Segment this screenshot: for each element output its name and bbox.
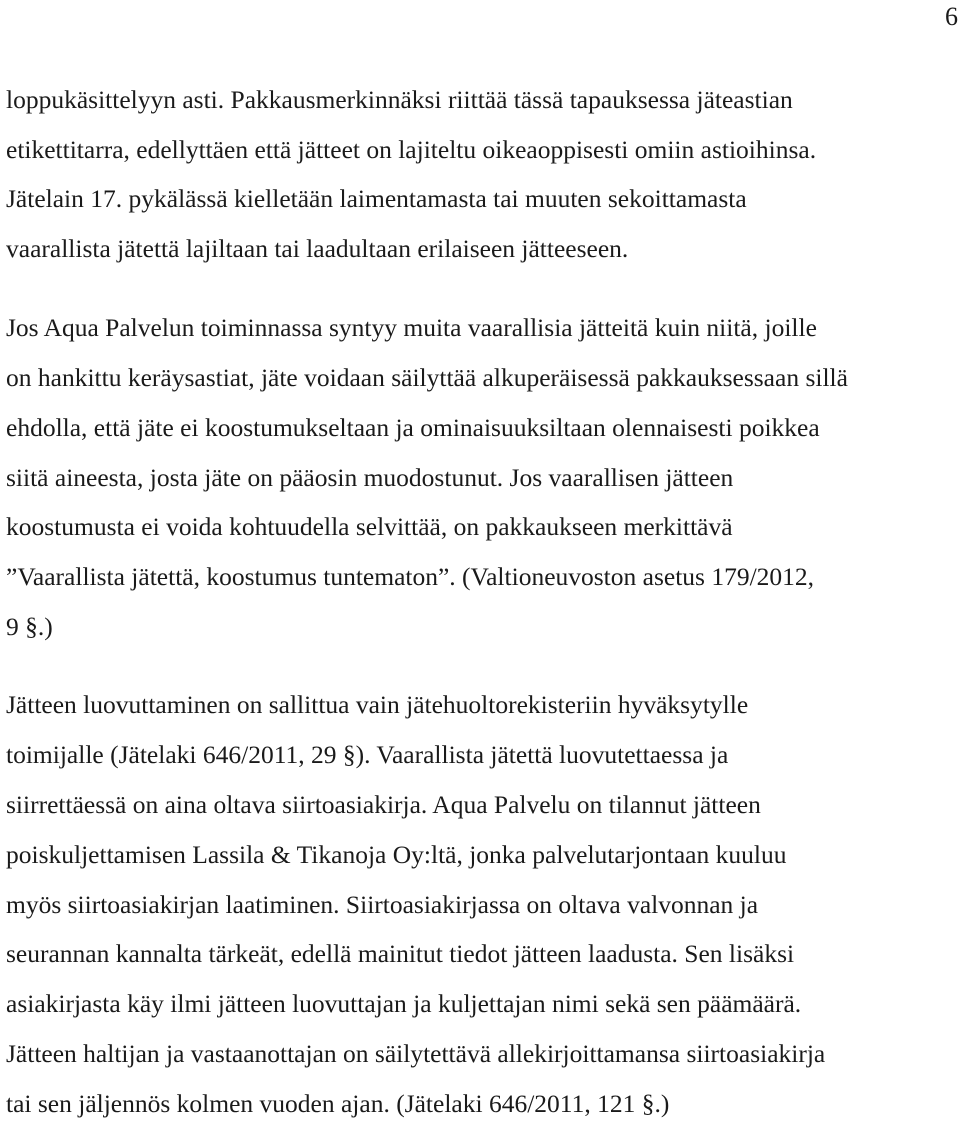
- text-line: toimijalle (Jätelaki 646/2011, 29 §). Vaarallista jätettä luovutettaessa ja: [6, 740, 729, 769]
- text-line: myös siirtoasiakirjan laatiminen. Siirtoasiakirjassa on oltava valvonnan ja: [6, 890, 759, 919]
- text-line: 9 §.): [6, 612, 53, 641]
- text-line: siirrettäessä on aina oltava siirtoasiakirja. Aqua Palvelu on tilannut jätteen: [6, 790, 761, 819]
- text-line: Jos Aqua Palvelun toiminnassa syntyy muita vaarallisia jätteitä kuin niitä, joille: [6, 313, 817, 342]
- text-line: Jätelain 17. pykälässä kielletään laimentamasta tai muuten sekoittamasta: [6, 184, 747, 213]
- text-line: koostumusta ei voida kohtuudella selvittää, on pakkaukseen merkittävä: [6, 512, 733, 541]
- text-line: ehdolla, että jäte ei koostumukseltaan ja ominaisuuksiltaan olennaisesti poikkea: [6, 413, 820, 442]
- text-line: etikettitarra, edellyttäen että jätteet on lajiteltu oikeaoppisesti omiin astioihinsa.: [6, 135, 817, 164]
- text-line: tai sen jäljennös kolmen vuoden ajan. (Jätelaki 646/2011, 121 §.): [6, 1089, 670, 1118]
- text-line: Jätteen luovuttaminen on sallittua vain jätehuoltorekisteriin hyväksytylle: [6, 690, 749, 719]
- text-line: vaarallista jätettä lajiltaan tai laadultaan erilaiseen jätteeseen.: [6, 234, 629, 263]
- text-line: ”Vaarallista jätettä, koostumus tuntematon”. (Valtioneuvoston asetus 179/2012,: [6, 562, 815, 591]
- text-line: asiakirjasta käy ilmi jätteen luovuttajan ja kuljettajan nimi sekä sen päämäärä.: [6, 989, 802, 1018]
- text-line: Jätteen haltijan ja vastaanottajan on säilytettävä allekirjoittamansa siirtoasiakirja: [6, 1039, 826, 1068]
- text-line: siitä aineesta, josta jäte on pääosin muodostunut. Jos vaarallisen jätteen: [6, 463, 734, 492]
- text-line: on hankittu keräysastiat, jäte voidaan säilyttää alkuperäisessä pakkauksessaan sillä: [6, 363, 848, 392]
- text-line: loppukäsittelyyn asti. Pakkausmerkinnäksi riittää tässä tapauksessa jäteastian: [6, 85, 793, 114]
- text-line: poiskuljettamisen Lassila & Tikanoja Oy:ltä, jonka palvelutarjontaan kuuluu: [6, 840, 787, 869]
- text-line: seurannan kannalta tärkeät, edellä mainitut tiedot jätteen laadusta. Sen lisäksi: [6, 939, 795, 968]
- page-number: 6: [945, 2, 958, 31]
